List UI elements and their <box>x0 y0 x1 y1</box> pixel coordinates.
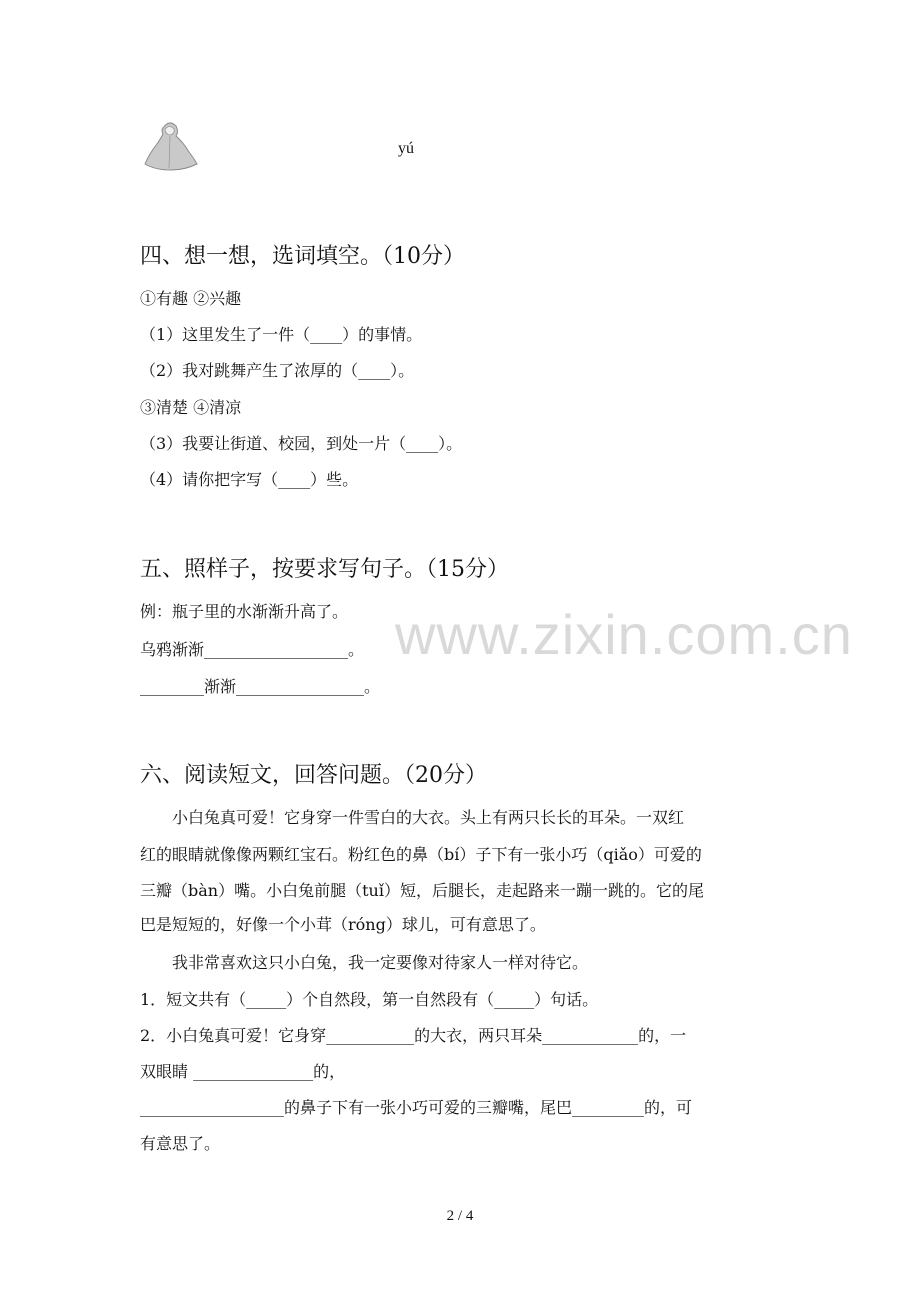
pinyin-label: yú <box>398 140 414 157</box>
passage-line: 小白兔真可爱！它身穿一件雪白的大衣。头上有两只长长的耳朵。一双红 <box>172 808 685 827</box>
section6-q2-line1: 2．小白兔真可爱！它身穿___________的大衣，两只耳朵____________的，一 <box>140 1026 687 1045</box>
passage-line: 红的眼睛就像像两颗红宝石。粉红色的鼻（bí）子下有一张小巧（qiǎo）可爱的 <box>140 845 702 864</box>
passage-line: 巴是短短的，好像一个小茸（róng）球儿，可有意思了。 <box>140 915 546 934</box>
section5-line1: 乌鸦渐渐__________________。 <box>140 640 365 659</box>
section5-example: 例：瓶子里的水渐渐升高了。 <box>140 602 349 621</box>
section5-heading: 五、照样子，按要求写句子。（15分） <box>140 557 509 582</box>
section6-q2-line3: __________________的鼻子下有一张小巧可爱的三瓣嘴，尾巴_________的，可 <box>140 1098 693 1117</box>
section4-heading: 四、想一想，选词填空。（10分） <box>140 244 465 269</box>
section4-q2: （2）我对跳舞产生了浓厚的（____）。 <box>140 361 415 380</box>
section4-q4: （4）请你把字写（____）些。 <box>140 470 359 489</box>
raincoat-icon <box>143 120 199 174</box>
section4-options2: ③清楚 ④清凉 <box>140 398 242 417</box>
section6-heading: 六、阅读短文，回答问题。（20分） <box>140 763 487 788</box>
section4-options1: ①有趣 ②兴趣 <box>140 289 242 308</box>
passage-paragraph-2: 我非常喜欢这只小白兔，我一定要像对待家人一样对待它。 <box>172 953 589 972</box>
section6-q2-line4: 有意思了。 <box>140 1134 221 1153</box>
passage-line: 三瓣（bàn）嘴。小白兔前腿（tuǐ）短，后腿长，走起路来一蹦一跳的。它的尾 <box>140 881 704 900</box>
section4-q3: （3）我要让街道、校园，到处一片（____）。 <box>140 434 463 453</box>
page-number: 2 / 4 <box>446 1208 474 1224</box>
section6-q1: 1．短文共有（_____）个自然段，第一自然段有（_____）句话。 <box>140 990 599 1009</box>
section6-q2-line2: 双眼睛 _______________的， <box>140 1062 346 1081</box>
section4-q1: （1）这里发生了一件（____）的事情。 <box>140 325 423 344</box>
section5-line2: ________渐渐________________。 <box>140 677 381 696</box>
watermark: www.zixin.com.cn <box>395 603 853 666</box>
